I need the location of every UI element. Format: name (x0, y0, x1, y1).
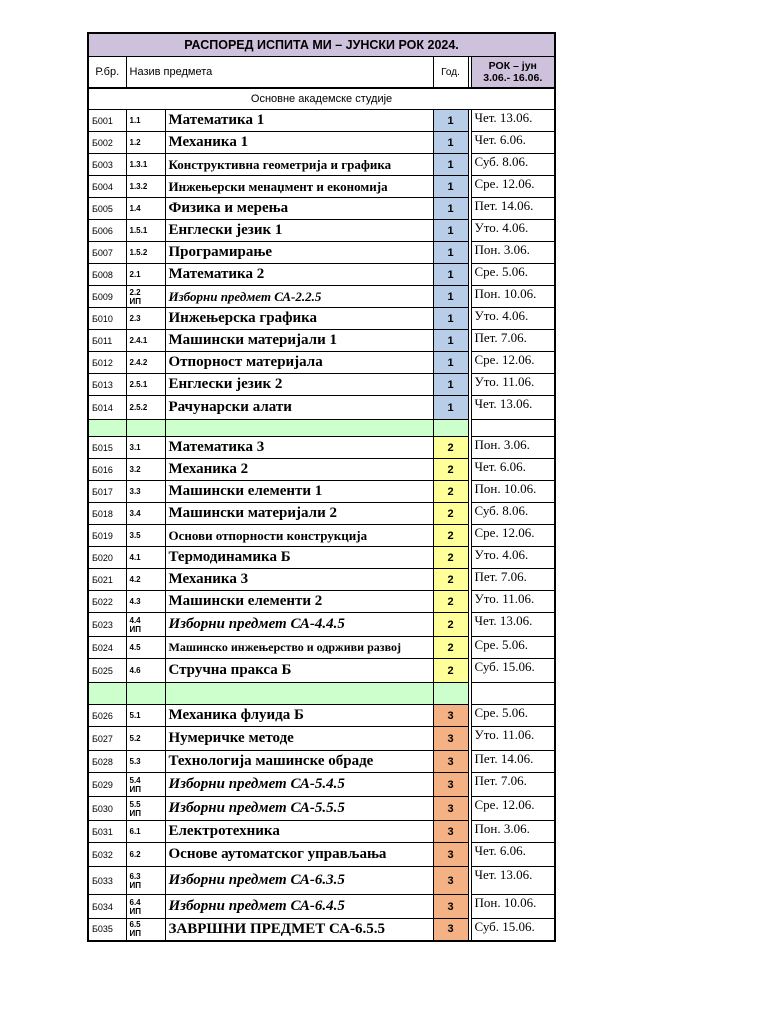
table-row (88, 547, 555, 569)
course-number-value: 4.2 (129, 575, 141, 584)
course-code: Б030 (88, 797, 126, 821)
header-god: Год. (433, 57, 468, 89)
course-number (126, 613, 165, 637)
course-number-value: 2.2 (129, 287, 141, 297)
course-year: 2 (433, 503, 468, 525)
course-code: Б013 (88, 374, 126, 396)
course-code: Б025 (88, 659, 126, 683)
table-row (88, 286, 555, 308)
course-elective-tag: ИП (129, 808, 141, 818)
course-elective-tag: ИП (129, 880, 141, 890)
table-row (88, 797, 555, 821)
course-code: Б002 (88, 132, 126, 154)
separator-cell (433, 420, 468, 437)
course-name: Механика 2 (165, 459, 433, 481)
exam-date: Пон. 3.06. (471, 437, 555, 459)
course-name: Термодинамика Б (165, 547, 433, 569)
course-number-value: 5.5 (129, 799, 141, 809)
table-row (88, 198, 555, 220)
section-row (88, 88, 555, 110)
course-elective-tag: ИП (129, 784, 141, 794)
course-name: ЗАВРШНИ ПРЕДМЕТ СА-6.5.5 (165, 919, 433, 941)
header-rok (471, 57, 555, 89)
course-number-value: 2.4.2 (129, 358, 148, 367)
course-year: 2 (433, 569, 468, 591)
course-year: 3 (433, 843, 468, 867)
course-year: 1 (433, 396, 468, 420)
course-code: Б028 (88, 751, 126, 773)
exam-date: Суб. 8.06. (471, 503, 555, 525)
course-elective-tag: ИП (129, 296, 141, 306)
table-row (88, 727, 555, 751)
exam-date: Пон. 10.06. (471, 481, 555, 503)
course-code: Б005 (88, 198, 126, 220)
course-number-value: 4.3 (129, 597, 141, 606)
course-code: Б011 (88, 330, 126, 352)
course-code: Б008 (88, 264, 126, 286)
course-code: Б003 (88, 154, 126, 176)
table-row (88, 374, 555, 396)
course-code: Б009 (88, 286, 126, 308)
separator-cell (165, 683, 433, 705)
course-year: 2 (433, 591, 468, 613)
course-code: Б016 (88, 459, 126, 481)
course-number-value: 1.1 (129, 116, 141, 125)
course-number-value: 1.3.1 (129, 160, 148, 169)
table-row (88, 525, 555, 547)
course-number-value: 5.1 (129, 711, 141, 720)
table-row (88, 773, 555, 797)
table-row (88, 396, 555, 420)
course-name: Машински елементи 1 (165, 481, 433, 503)
course-number-value: 3.2 (129, 465, 141, 474)
course-number (126, 286, 165, 308)
course-code: Б034 (88, 895, 126, 919)
course-number-value: 2.5.1 (129, 380, 148, 389)
exam-date: Чет. 6.06. (471, 132, 555, 154)
course-number-value: 4.1 (129, 553, 141, 562)
course-year: 1 (433, 374, 468, 396)
course-number-value: 3.4 (129, 509, 141, 518)
course-name: Изборни предмет СА-2.2.5 (165, 286, 433, 308)
course-number-value: 4.4 (129, 615, 141, 625)
exam-date: Уто. 11.06. (471, 374, 555, 396)
course-year: 1 (433, 198, 468, 220)
exam-date: Пет. 14.06. (471, 751, 555, 773)
course-number (126, 242, 165, 264)
exam-date: Сре. 5.06. (471, 705, 555, 727)
exam-date: Пон. 10.06. (471, 895, 555, 919)
course-code: Б015 (88, 437, 126, 459)
header-rok-line1: РОК – јун (488, 60, 537, 72)
separator-cell (165, 420, 433, 437)
course-number (126, 895, 165, 919)
course-code: Б012 (88, 352, 126, 374)
course-code: Б017 (88, 481, 126, 503)
course-name: Механика 1 (165, 132, 433, 154)
exam-date: Суб. 15.06. (471, 659, 555, 683)
course-number (126, 396, 165, 420)
course-elective-tag: ИП (129, 624, 141, 634)
course-number-value: 1.4 (129, 204, 141, 213)
header-rok-line2: 3.06.- 16.06. (483, 72, 543, 84)
course-number-value: 5.4 (129, 775, 141, 785)
table-row (88, 751, 555, 773)
course-name: Електротехника (165, 821, 433, 843)
table-row (88, 110, 555, 132)
course-name: Нумеричке методе (165, 727, 433, 751)
course-number (126, 132, 165, 154)
course-name: Машинско инжењерство и одрживи развој (165, 637, 433, 659)
course-name: Инжењерски менаџмент и економија (165, 176, 433, 198)
course-number-value: 3.3 (129, 487, 141, 496)
table-row (88, 437, 555, 459)
course-year: 3 (433, 797, 468, 821)
course-number-value: 5.3 (129, 757, 141, 766)
schedule-body (88, 110, 555, 941)
course-number (126, 198, 165, 220)
table-row (88, 154, 555, 176)
exam-date: Пет. 7.06. (471, 330, 555, 352)
course-name: Математика 3 (165, 437, 433, 459)
course-number-value: 2.1 (129, 270, 141, 279)
course-year: 2 (433, 613, 468, 637)
course-code: Б027 (88, 727, 126, 751)
separator-cell (88, 683, 126, 705)
course-year: 1 (433, 308, 468, 330)
course-name: Изборни предмет СА-6.3.5 (165, 867, 433, 895)
table-row (88, 659, 555, 683)
course-name: Отпорност материјала (165, 352, 433, 374)
course-number (126, 459, 165, 481)
course-code: Б021 (88, 569, 126, 591)
table-row (88, 895, 555, 919)
course-number (126, 437, 165, 459)
course-name: Изборни предмет СА-6.4.5 (165, 895, 433, 919)
course-year: 1 (433, 330, 468, 352)
course-number (126, 110, 165, 132)
course-year: 3 (433, 705, 468, 727)
course-year: 3 (433, 751, 468, 773)
course-name: Инжењерска графика (165, 308, 433, 330)
separator-cell (126, 683, 165, 705)
table-row (88, 308, 555, 330)
course-year: 1 (433, 286, 468, 308)
table-row (88, 176, 555, 198)
course-year: 2 (433, 459, 468, 481)
course-number-value: 1.3.2 (129, 182, 148, 191)
header-rb: Р.бр. (88, 57, 126, 89)
course-number (126, 374, 165, 396)
course-name: Енглески језик 2 (165, 374, 433, 396)
course-code: Б004 (88, 176, 126, 198)
course-name: Машински елементи 2 (165, 591, 433, 613)
course-code: Б018 (88, 503, 126, 525)
course-name: Изборни предмет СА-5.4.5 (165, 773, 433, 797)
exam-date: Сре. 12.06. (471, 176, 555, 198)
course-year: 1 (433, 132, 468, 154)
course-number-value: 6.5 (129, 920, 141, 930)
course-name: Програмирање (165, 242, 433, 264)
course-code: Б024 (88, 637, 126, 659)
course-year: 1 (433, 154, 468, 176)
course-year: 1 (433, 352, 468, 374)
course-number (126, 154, 165, 176)
header-naziv: Назив предмета (126, 57, 433, 89)
course-number (126, 569, 165, 591)
course-number (126, 919, 165, 941)
course-number (126, 220, 165, 242)
course-code: Б023 (88, 613, 126, 637)
course-number (126, 843, 165, 867)
course-number (126, 352, 165, 374)
exam-date: Уто. 4.06. (471, 308, 555, 330)
table-row (88, 330, 555, 352)
table-row (88, 220, 555, 242)
exam-date: Чет. 13.06. (471, 110, 555, 132)
course-code: Б029 (88, 773, 126, 797)
exam-date: Чет. 13.06. (471, 867, 555, 895)
table-row (88, 705, 555, 727)
course-number (126, 773, 165, 797)
exam-date: Чет. 6.06. (471, 459, 555, 481)
exam-date: Сре. 5.06. (471, 264, 555, 286)
page-title: РАСПОРЕД ИСПИТА МИ – ЈУНСКИ РОК 2024. (88, 33, 555, 57)
course-name: Математика 1 (165, 110, 433, 132)
course-year: 1 (433, 264, 468, 286)
table-row (88, 613, 555, 637)
course-number (126, 797, 165, 821)
section-title: Основне академске студије (88, 88, 555, 110)
course-number (126, 308, 165, 330)
course-number (126, 867, 165, 895)
course-number (126, 591, 165, 613)
year-separator-row (88, 420, 555, 437)
table-row (88, 591, 555, 613)
course-year: 3 (433, 773, 468, 797)
exam-date: Чет. 13.06. (471, 396, 555, 420)
course-number (126, 705, 165, 727)
course-number-value: 6.2 (129, 850, 141, 859)
course-number (126, 821, 165, 843)
course-number-value: 1.2 (129, 138, 141, 147)
table-row (88, 264, 555, 286)
course-number-value: 1.5.2 (129, 248, 148, 257)
course-name: Основе аутоматског управљања (165, 843, 433, 867)
course-name: Машински материјали 2 (165, 503, 433, 525)
exam-date: Сре. 12.06. (471, 797, 555, 821)
course-code: Б001 (88, 110, 126, 132)
course-number-value: 4.5 (129, 643, 141, 652)
course-number-value: 1.5.1 (129, 226, 148, 235)
separator-cell (126, 420, 165, 437)
exam-date: Уто. 11.06. (471, 727, 555, 751)
exam-date: Пет. 7.06. (471, 773, 555, 797)
course-number-value: 3.1 (129, 443, 141, 452)
course-year: 2 (433, 525, 468, 547)
course-year: 3 (433, 727, 468, 751)
course-number (126, 659, 165, 683)
course-year: 2 (433, 437, 468, 459)
exam-date: Сре. 12.06. (471, 525, 555, 547)
exam-date: Суб. 8.06. (471, 154, 555, 176)
course-elective-tag: ИП (129, 929, 141, 939)
course-year: 2 (433, 637, 468, 659)
separator-cell (471, 420, 555, 437)
course-year: 1 (433, 176, 468, 198)
course-code: Б026 (88, 705, 126, 727)
course-number (126, 481, 165, 503)
course-number-value: 4.6 (129, 666, 141, 675)
header-row (88, 57, 555, 89)
course-name: Технологија машинске обраде (165, 751, 433, 773)
exam-date: Чет. 6.06. (471, 843, 555, 867)
course-number (126, 727, 165, 751)
course-name: Механика 3 (165, 569, 433, 591)
table-row (88, 481, 555, 503)
exam-date: Уто. 4.06. (471, 547, 555, 569)
course-year: 3 (433, 919, 468, 941)
course-number (126, 176, 165, 198)
course-number-value: 2.5.2 (129, 403, 148, 412)
table-row (88, 132, 555, 154)
table-row (88, 459, 555, 481)
table-row (88, 242, 555, 264)
course-code: Б035 (88, 919, 126, 941)
course-number (126, 547, 165, 569)
course-code: Б033 (88, 867, 126, 895)
course-code: Б006 (88, 220, 126, 242)
course-number-value: 5.2 (129, 734, 141, 743)
table-row (88, 821, 555, 843)
exam-date: Пон. 10.06. (471, 286, 555, 308)
course-name: Математика 2 (165, 264, 433, 286)
exam-date: Пон. 3.06. (471, 242, 555, 264)
course-year: 2 (433, 659, 468, 683)
course-number-value: 6.4 (129, 897, 141, 907)
exam-date: Суб. 15.06. (471, 919, 555, 941)
course-number (126, 751, 165, 773)
course-elective-tag: ИП (129, 906, 141, 916)
course-year: 2 (433, 547, 468, 569)
table-row (88, 867, 555, 895)
course-number (126, 525, 165, 547)
course-year: 1 (433, 110, 468, 132)
course-year: 1 (433, 242, 468, 264)
table-row (88, 637, 555, 659)
course-name: Изборни предмет СА-5.5.5 (165, 797, 433, 821)
exam-date: Уто. 4.06. (471, 220, 555, 242)
exam-date: Чет. 13.06. (471, 613, 555, 637)
course-number-value: 6.1 (129, 827, 141, 836)
course-code: Б022 (88, 591, 126, 613)
course-code: Б019 (88, 525, 126, 547)
course-number-value: 3.5 (129, 531, 141, 540)
course-code: Б032 (88, 843, 126, 867)
course-name: Основи отпорности конструкција (165, 525, 433, 547)
separator-cell (433, 683, 468, 705)
exam-date: Пет. 14.06. (471, 198, 555, 220)
course-number (126, 264, 165, 286)
exam-schedule-table (87, 32, 556, 942)
course-name: Конструктивна геометрија и графика (165, 154, 433, 176)
course-year: 3 (433, 867, 468, 895)
course-name: Механика флуида Б (165, 705, 433, 727)
table-row (88, 919, 555, 941)
course-number-value: 6.3 (129, 871, 141, 881)
table-row (88, 569, 555, 591)
course-year: 3 (433, 895, 468, 919)
course-number (126, 503, 165, 525)
course-name: Рачунарски алати (165, 396, 433, 420)
course-name: Машински материјали 1 (165, 330, 433, 352)
course-name: Физика и мерења (165, 198, 433, 220)
course-code: Б031 (88, 821, 126, 843)
course-name: Изборни предмет СА-4.4.5 (165, 613, 433, 637)
course-code: Б010 (88, 308, 126, 330)
course-name: Енглески језик 1 (165, 220, 433, 242)
course-name: Стручна пракса Б (165, 659, 433, 683)
course-number-value: 2.3 (129, 314, 141, 323)
course-number (126, 637, 165, 659)
exam-date: Уто. 11.06. (471, 591, 555, 613)
year-separator-row (88, 683, 555, 705)
course-year: 1 (433, 220, 468, 242)
exam-date: Сре. 12.06. (471, 352, 555, 374)
separator-cell (471, 683, 555, 705)
exam-date: Сре. 5.06. (471, 637, 555, 659)
course-code: Б020 (88, 547, 126, 569)
course-year: 3 (433, 821, 468, 843)
exam-date: Пет. 7.06. (471, 569, 555, 591)
table-row (88, 352, 555, 374)
course-number (126, 330, 165, 352)
course-number-value: 2.4.1 (129, 336, 148, 345)
table-row (88, 503, 555, 525)
course-code: Б014 (88, 396, 126, 420)
course-code: Б007 (88, 242, 126, 264)
exam-date: Пон. 3.06. (471, 821, 555, 843)
table-row (88, 843, 555, 867)
separator-cell (88, 420, 126, 437)
course-year: 2 (433, 481, 468, 503)
